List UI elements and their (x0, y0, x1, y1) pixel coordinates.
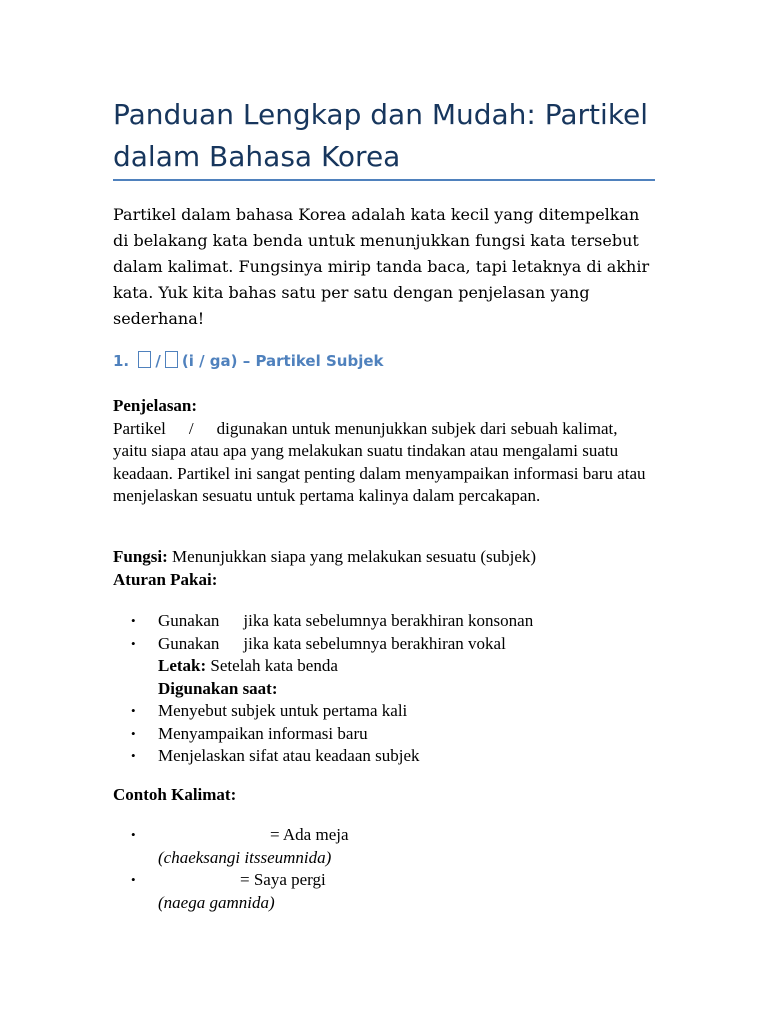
list-item: • Menjelaskan sifat atau keadaan subjek (113, 745, 655, 768)
fungsi-line (113, 546, 655, 569)
contoh-list-block (113, 824, 655, 914)
example-romanization: (naega gamnida) (158, 892, 275, 912)
intro-paragraph: Partikel dalam bahasa Korea adalah kata kecil yang ditempelkan di belakang kata benda untuk menunjukkan fungsi kata tersebut dalam kalimat. Fungsinya mirip tanda baca, tapi letaknya di akhir kata. Yuk kita bahas satu per satu dengan penjelasan yang sederhana! (113, 205, 650, 328)
digunakan-label: Digunakan saat: (158, 678, 278, 698)
penjelasan-word: Partikel (113, 418, 166, 438)
penjelasan-text-2: kalimat, yaitu siapa atau apa yang melakukan suatu tindakan atau mengalami suatu keadaan. Partikel ini sangat penting dalam menyampaikan informasi baru atau menjelaskan sesuatu untuk pertama kalinya dalam percakapan. (113, 418, 646, 505)
list-item (113, 869, 655, 914)
list-item: • Gunakan jika kata sebelumnya berakhiran vokal (113, 633, 655, 656)
letak-text: Setelah kata benda (210, 656, 338, 675)
heading-separator: / (155, 352, 161, 370)
list-item: • Menyebut subjek untuk pertama kali (113, 700, 655, 723)
heading-rest: (i / ga) – Partikel Subjek (181, 352, 384, 370)
penjelasan-label: Penjelasan: (113, 396, 198, 415)
letak-label: Letak: (158, 656, 207, 675)
missing-glyph-icon (165, 351, 178, 368)
example-romanization: (chaeksangi itsseumnida) (158, 847, 332, 867)
example-meaning: = Saya pergi (240, 870, 326, 889)
digunakan-list (113, 700, 655, 768)
penjelasan-slash: / (188, 418, 194, 438)
penjelasan-block (113, 395, 655, 508)
penjelasan-text-1: digunakan untuk menunjukkan subjek dari sebuah (216, 418, 558, 438)
section-number: 1. (113, 352, 130, 370)
contoh-list (113, 824, 655, 914)
missing-glyph-icon (138, 351, 151, 368)
fungsi-text: Menunjukkan siapa yang melakukan sesuatu (subjek) (172, 547, 537, 566)
list-item (113, 824, 655, 869)
section-heading-1 (113, 349, 655, 373)
letak-line (113, 655, 655, 678)
contoh-label: Contoh Kalimat: (113, 785, 237, 804)
list-item: • Gunakan jika kata sebelumnya berakhiran konsonan (113, 610, 655, 633)
penjelasan-text (113, 418, 655, 508)
list-item: • Menyampaikan informasi baru (113, 723, 655, 746)
aturan-label: Aturan Pakai: (113, 569, 218, 589)
fungsi-block (113, 546, 655, 591)
aturan-list (113, 610, 655, 655)
fungsi-label: Fungsi: (113, 547, 168, 566)
example-meaning: = Ada meja (270, 825, 349, 844)
aturan-list-block (113, 610, 655, 768)
title-divider (113, 179, 655, 181)
page-title: Panduan Lengkap dan Mudah: Partikel dalam Bahasa Korea (113, 98, 649, 173)
